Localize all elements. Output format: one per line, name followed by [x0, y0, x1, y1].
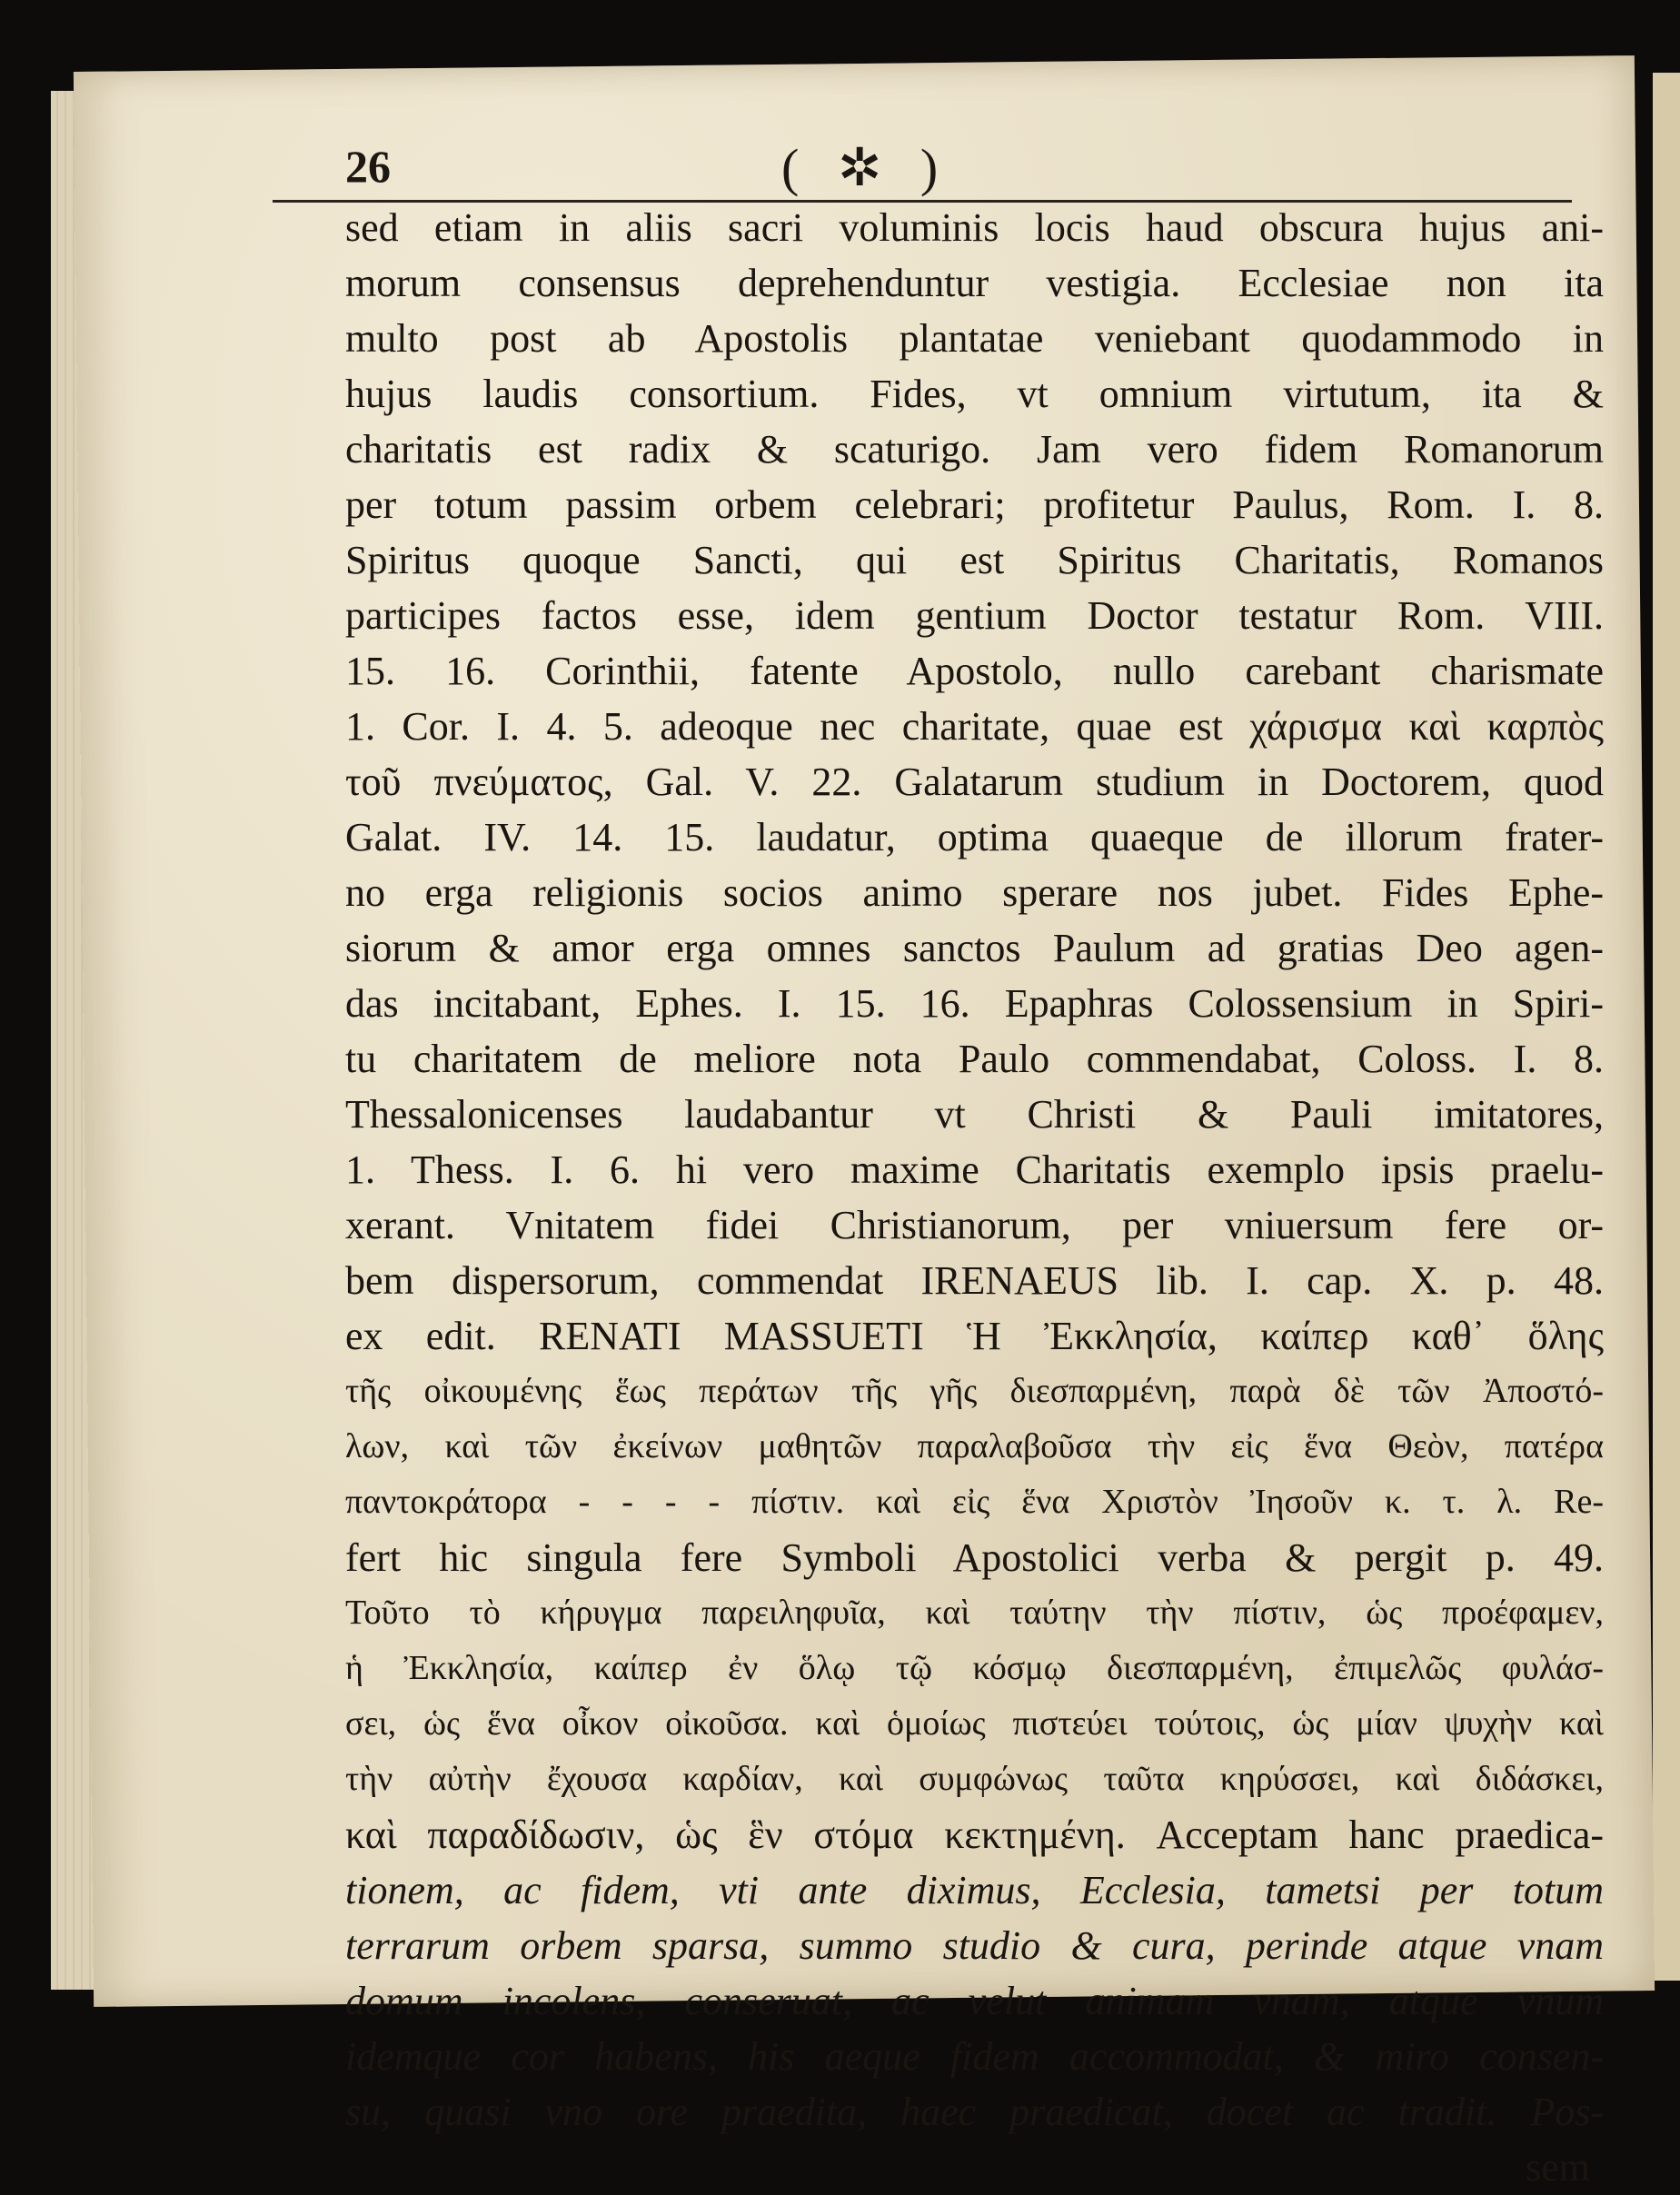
text-line: xerant. Vnitatem fidei Christianorum, per vniuersum fere or-	[345, 1203, 1604, 1247]
greek-text-line: παντοκράτορα - - - - πίστιν. καὶ εἰς ἕνα Χριστὸν Ἰησοῦν κ. τ. λ. Re-	[345, 1483, 1604, 1521]
page-number: 26	[345, 141, 391, 192]
greek-text-line: λων, καὶ τῶν ἐκείνων μαθητῶν παραλαβοῦσα τὴν εἰς ἕνα Θεὸν, πατέρα	[345, 1427, 1604, 1465]
text-line: participes factos esse, idem gentium Doctor testatur Rom. VIII.	[345, 593, 1604, 638]
body-text	[345, 200, 1604, 2195]
greek-text-line: τὴν αὐτὴν ἔχουσα καρδίαν, καὶ συμφώνως ταῦτα κηρύσσει, καὶ διδάσκει,	[345, 1760, 1604, 1798]
text-line: sed etiam in aliis sacri voluminis locis haud obscura hujus ani-	[345, 205, 1604, 250]
running-head: ( ✲ )	[781, 138, 951, 197]
text-line: Spiritus quoque Sancti, qui est Spiritus Charitatis, Romanos	[345, 538, 1604, 582]
text-line: ex edit. RENATI MASSUETI Ἡ Ἐκκλησία, καίπερ καθ᾽ ὅλης	[345, 1314, 1604, 1358]
facing-page-edge	[1653, 73, 1680, 1981]
text-line: per totum passim orbem celebrari; profitetur Paulus, Rom. I. 8.	[345, 482, 1604, 527]
greek-text-line: τῆς οἰκουμένης ἕως περάτων τῆς γῆς διεσπαρμένη, παρὰ δὲ τῶν Ἀποστό-	[345, 1372, 1604, 1410]
page-header	[273, 136, 1572, 200]
italic-text-line: tionem, ac fidem, vti ante diximus, Ecclesia, tametsi per totum	[345, 1868, 1604, 1912]
text-line: bem dispersorum, commendat IRENAEUS lib. I. cap. X. p. 48.	[345, 1258, 1604, 1303]
italic-text-line: domum incolens, conseruat, ac velut animam vnam, atque vnum	[345, 1979, 1604, 2023]
text-line: τοῦ πνεύματος, Gal. V. 22. Galatarum studium in Doctorem, quod	[345, 760, 1604, 804]
greek-text-line: ἡ Ἐκκλησία, καίπερ ἐν ὅλῳ τῷ κόσμῳ διεσπαρμένη, ἐπιμελῶς φυλάσ-	[345, 1649, 1604, 1687]
text-line: multo post ab Apostolis plantatae veniebant quodammodo in	[345, 316, 1604, 361]
text-line: no erga religionis socios animo sperare nos jubet. Fides Ephe-	[345, 870, 1604, 915]
italic-text-line: terrarum orbem sparsa, summo studio & cura, perinde atque vnam	[345, 1923, 1604, 1968]
text-line: Galat. IV. 14. 15. laudatur, optima quaeque de illorum frater-	[345, 815, 1604, 859]
italic-text-line: su, quasi vno ore praedita, haec praedicat, docet ac tradit. Pos-	[345, 2090, 1604, 2134]
text-line: fert hic singula fere Symboli Apostolici verba & pergit p. 49.	[345, 1535, 1604, 1580]
text-line: hujus laudis consortium. Fides, vt omnium virtutum, ita &	[345, 372, 1604, 416]
text-line: Thessalonicenses laudabantur vt Christi & Pauli imitatores,	[345, 1092, 1604, 1137]
text-line: charitatis est radix & scaturigo. Jam vero fidem Romanorum	[345, 427, 1604, 472]
greek-text-line: σει, ὡς ἕνα οἶκον οἰκοῦσα. καὶ ὁμοίως πιστεύει τούτοις, ὡς μίαν ψυχὴν καὶ	[345, 1704, 1604, 1743]
text-line: καὶ παραδίδωσιν, ὡς ἓν στόμα κεκτημένη. Acceptam hanc praedica-	[345, 1813, 1604, 1857]
text-line: 15. 16. Corinthii, fatente Apostolo, nullo carebant charismate	[345, 649, 1604, 693]
catchword: sem	[1526, 2145, 1590, 2190]
text-line: tu charitatem de meliore nota Paulo commendabat, Coloss. I. 8.	[345, 1037, 1604, 1081]
greek-text-line: Τοῦτο τὸ κήρυγμα παρειληφυῖα, καὶ ταύτην τὴν πίστιν, ὡς προέφαμεν,	[345, 1594, 1604, 1632]
text-line: siorum & amor erga omnes sanctos Paulum ad gratias Deo agen-	[345, 926, 1604, 970]
text-line: das incitabant, Ephes. I. 15. 16. Epaphras Colossensium in Spiri-	[345, 981, 1604, 1026]
text-line: 1. Thess. I. 6. hi vero maxime Charitatis exemplo ipsis praelu-	[345, 1147, 1604, 1192]
text-line: 1. Cor. I. 4. 5. adeoque nec charitate, quae est χάρισμα καὶ καρπὸς	[345, 704, 1604, 749]
italic-text-line: idemque cor habens, his aeque fidem accommodat, & miro consen-	[345, 2034, 1604, 2079]
text-line: morum consensus deprehenduntur vestigia. Ecclesiae non ita	[345, 261, 1604, 305]
